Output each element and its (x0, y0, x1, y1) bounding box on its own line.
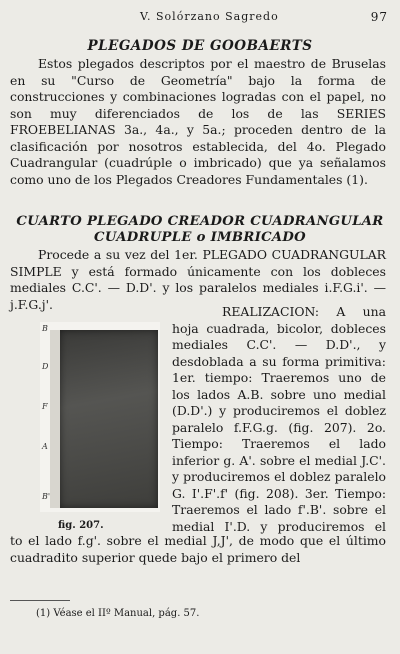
figure-label: D (42, 362, 49, 371)
section-title-line1: CUARTO PLEGADO CREADOR CUADRANGULAR (16, 214, 384, 229)
page-number: 97 (370, 10, 388, 24)
figure-label: B (42, 324, 48, 333)
figure-label: B' (42, 492, 51, 501)
figure-caption: fig. 207. (58, 520, 104, 531)
figure-label: A (42, 442, 48, 451)
intro-paragraph: Estos plegados descriptos por el maestro de Bruselas en su "Curso de Geometría" bajo la forma de construcciones y combinaciones logradas con el papel, no son muy diferenciados de los de las SERIES FROEBELIANAS 3a., 4a., y 5a.; proceden dentro de la clasificación por nosotros establecida, del 4o. Plegado Cuadrangular (cuadrúple o imbricado) que ya señalamos como uno de los Plegados Creadores Fundamentales (1). (10, 56, 386, 187)
running-head-author: V. Solórzano Sagredo (140, 10, 279, 23)
section-title-goobaerts: PLEGADOS DE GOOBAERTS (87, 38, 313, 54)
realizacion-continuation: to el lado f.g'. sobre el medial J,J', de modo que el último cuadradito superior quede bajo el primero del (10, 533, 386, 565)
section-title-line2: CUADRUPLE o IMBRICADO (94, 230, 306, 245)
footnote-divider (10, 600, 70, 601)
section-title-cuarto-plegado (0, 214, 400, 246)
figure-label: F (42, 402, 48, 411)
footnote: (1) Véase el IIº Manual, pág. 57. (36, 608, 200, 619)
procede-paragraph: Procede a su vez del 1er. PLEGADO CUADRANGULAR SIMPLE y está formado únicamente con los dobleces mediales C.C'. — D.D'. y los paralelos mediales i.F.G.i'. — j.F.G.j'. (10, 247, 386, 312)
figure-207-image (40, 322, 160, 512)
paper-edge (50, 330, 60, 508)
page-header (0, 10, 400, 28)
realizacion-paragraph (172, 304, 386, 534)
folded-paper-shape (60, 330, 158, 508)
realizacion-text: REALIZACION: A una hoja cuadrada, bicolor, dobleces mediales C.C'. — D.D'., y desdoblada a su forma primitiva: 1er. tiempo: Traeremos uno de los lados A.B. sobre uno medial (D.D'.) y produciremos el doblez paralelo f.F.G.g. (fig. 207). 2o. Tiempo: Traeremos el lado inferior g. A'. sobre el medial J.C'. y produciremos el doblez paralelo G. I'.F'.f' (fig. 208). 3er. Tiempo: Traeremos el lado f'.B'. sobre el medial I'.D. y produciremos el (172, 304, 386, 534)
